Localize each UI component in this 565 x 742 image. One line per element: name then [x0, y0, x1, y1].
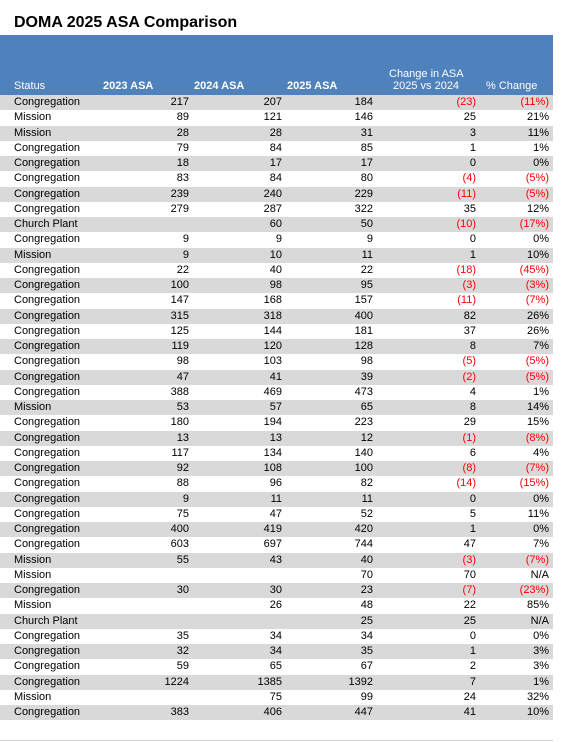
asa-2025-cell: 39	[360, 370, 373, 383]
change-cell: 7	[469, 675, 476, 688]
pct-change-cell: (15%)	[519, 477, 549, 490]
table-row	[0, 507, 553, 522]
change-cell: 3	[469, 126, 476, 139]
asa-2025-cell: 34	[360, 629, 373, 642]
status-cell: Church Plant	[14, 218, 78, 230]
change-cell: 2	[469, 660, 476, 673]
change-cell: 1	[469, 645, 476, 657]
status-cell: Congregation	[14, 141, 81, 154]
change-cell: 0	[469, 157, 476, 169]
status-cell: Congregation	[14, 187, 81, 200]
asa-2025-cell: 9	[366, 233, 373, 246]
pct-change-cell: 3%	[533, 660, 549, 673]
status-cell: Congregation	[14, 523, 81, 535]
pct-change-cell: 32%	[526, 690, 549, 703]
asa-2023-cell: 217	[170, 96, 189, 108]
asa-2023-cell: 92	[176, 462, 189, 474]
asa-2024-cell: 108	[263, 462, 282, 474]
asa-2024-cell: 96	[269, 477, 282, 490]
status-cell: Congregation	[14, 157, 81, 169]
change-cell: (5)	[462, 355, 476, 368]
asa-2023-cell: 400	[170, 523, 189, 535]
pct-change-cell: (7%)	[525, 553, 549, 566]
asa-2025-cell: 184	[354, 96, 373, 108]
change-cell: (14)	[456, 477, 476, 490]
change-cell: 35	[463, 202, 476, 215]
pct-change-cell: (11%)	[520, 96, 549, 108]
asa-2025-cell: 95	[360, 279, 373, 291]
status-cell: Congregation	[14, 263, 81, 276]
asa-2024-cell: 1385	[257, 675, 282, 688]
status-cell: Congregation	[14, 355, 81, 368]
table-row	[0, 598, 553, 613]
table-row	[0, 690, 553, 705]
asa-2023-cell: 35	[176, 629, 189, 642]
table-row	[0, 263, 553, 278]
change-cell: 41	[463, 706, 476, 718]
asa-2025-cell: 35	[360, 645, 373, 657]
table-row	[0, 629, 553, 644]
asa-2023-cell: 18	[176, 157, 189, 169]
asa-2025-cell: 65	[360, 401, 373, 413]
asa-2023-cell: 315	[170, 309, 189, 322]
asa-2024-cell: 75	[269, 690, 282, 703]
table-row	[0, 370, 553, 385]
status-cell: Mission	[14, 126, 52, 139]
pct-change-cell: (5%)	[525, 370, 549, 383]
pct-change-cell: 7%	[533, 538, 549, 551]
page-title: DOMA 2025 ASA Comparison	[14, 14, 238, 31]
status-cell: Congregation	[14, 340, 81, 352]
asa-2025-cell: 70	[360, 568, 373, 581]
table-row	[0, 248, 553, 263]
asa-2024-cell: 57	[269, 401, 282, 413]
asa-2024-cell: 144	[263, 324, 282, 337]
change-cell: 37	[463, 324, 476, 337]
status-cell: Congregation	[14, 172, 81, 185]
asa-2025-cell: 146	[354, 111, 373, 124]
table-row	[0, 385, 553, 400]
change-cell: (11)	[457, 294, 476, 307]
table-row	[0, 476, 553, 491]
asa-2025-cell: 31	[360, 126, 373, 139]
asa-2025-cell: 181	[354, 324, 373, 337]
table-row	[0, 400, 553, 415]
asa-2023-cell: 88	[176, 477, 189, 490]
table-row	[0, 461, 553, 476]
pct-change-cell: (45%)	[519, 263, 549, 276]
asa-2023-cell: 89	[176, 111, 189, 124]
asa-2024-cell: 28	[269, 126, 282, 139]
asa-2025-cell: 223	[354, 416, 373, 429]
table-row	[0, 309, 553, 324]
asa-2025-cell: 82	[360, 477, 373, 490]
asa-2023-cell: 98	[176, 355, 189, 368]
asa-2023-cell: 279	[170, 202, 189, 215]
table-header	[0, 35, 553, 95]
asa-2025-cell: 23	[360, 584, 373, 596]
asa-2024-cell: 240	[263, 187, 282, 200]
pct-change-cell: (17%)	[519, 218, 549, 230]
asa-2023-cell: 100	[170, 279, 189, 291]
asa-2024-cell: 47	[269, 507, 282, 520]
pct-change-cell: 85%	[526, 599, 549, 612]
change-cell: 0	[469, 492, 476, 505]
pct-change-cell: (8%)	[525, 431, 549, 444]
change-cell: 82	[463, 309, 476, 322]
asa-2023-cell: 28	[176, 126, 189, 139]
change-cell: (18)	[456, 263, 476, 276]
asa-2024-cell: 419	[263, 523, 282, 535]
status-cell: Congregation	[14, 629, 81, 642]
pct-change-cell: 10%	[526, 248, 549, 261]
asa-2025-cell: 48	[360, 599, 373, 612]
asa-2024-cell: 134	[263, 446, 282, 459]
status-cell: Mission	[14, 248, 52, 261]
asa-2024-cell: 9	[275, 233, 282, 246]
asa-2025-cell: 447	[354, 706, 373, 718]
header-pct-change: % Change	[486, 80, 538, 92]
table-row	[0, 202, 553, 217]
change-cell: 29	[463, 416, 476, 429]
pct-change-cell: 0%	[533, 157, 549, 169]
asa-2024-cell: 84	[269, 141, 282, 154]
asa-2023-cell: 1224	[164, 675, 189, 688]
status-cell: Congregation	[14, 324, 81, 337]
table-row	[0, 324, 553, 339]
table-row	[0, 354, 553, 369]
table-row	[0, 141, 553, 156]
status-cell: Congregation	[14, 584, 81, 596]
pct-change-cell: N/A	[530, 614, 549, 627]
table-row	[0, 339, 553, 354]
status-cell: Congregation	[14, 706, 81, 718]
asa-2023-cell: 9	[182, 248, 189, 261]
table-row	[0, 415, 553, 430]
table-row	[0, 126, 553, 141]
asa-2024-cell: 194	[263, 416, 282, 429]
asa-2023-cell: 239	[170, 187, 189, 200]
pct-change-cell: (7%)	[525, 294, 549, 307]
asa-2023-cell: 388	[170, 385, 189, 398]
asa-2025-cell: 400	[354, 309, 373, 322]
asa-2023-cell: 30	[176, 584, 189, 596]
pct-change-cell: 0%	[533, 492, 549, 505]
asa-2023-cell: 119	[171, 340, 189, 352]
asa-2023-cell: 59	[176, 660, 189, 673]
asa-2024-cell: 30	[269, 584, 282, 596]
table-body	[0, 95, 553, 720]
header-2024-asa: 2024 ASA	[194, 80, 245, 92]
table-row	[0, 232, 553, 247]
asa-2025-cell: 473	[354, 385, 373, 398]
status-cell: Congregation	[14, 446, 81, 459]
table-row	[0, 614, 553, 629]
asa-2024-cell: 406	[263, 706, 282, 718]
asa-2024-cell: 34	[269, 629, 282, 642]
table-row	[0, 583, 553, 598]
asa-2024-cell: 103	[263, 355, 282, 368]
change-cell: 5	[469, 507, 476, 520]
change-cell: 6	[469, 446, 476, 459]
asa-2024-cell: 287	[263, 202, 282, 215]
asa-2025-cell: 420	[354, 523, 373, 535]
asa-2025-cell: 85	[360, 141, 373, 154]
change-cell: 0	[469, 629, 476, 642]
pct-change-cell: 0%	[533, 233, 549, 246]
pct-change-cell: 14%	[526, 401, 549, 413]
asa-2024-cell: 469	[263, 385, 282, 398]
asa-2025-cell: 52	[360, 507, 373, 520]
pct-change-cell: (7%)	[525, 462, 549, 474]
asa-2025-cell: 1392	[348, 675, 373, 688]
asa-2025-cell: 67	[360, 660, 373, 673]
change-cell: 0	[469, 233, 476, 246]
asa-2023-cell: 32	[176, 645, 189, 657]
pct-change-cell: 26%	[526, 324, 549, 337]
asa-2024-cell: 40	[269, 263, 282, 276]
asa-2025-cell: 98	[360, 355, 373, 368]
asa-2023-cell: 180	[170, 416, 189, 429]
status-cell: Congregation	[14, 492, 81, 505]
pct-change-cell: 21%	[526, 111, 549, 124]
change-cell: 70	[463, 568, 476, 581]
status-cell: Mission	[14, 568, 52, 581]
pct-change-cell: 0%	[533, 629, 549, 642]
pct-change-cell: 12%	[526, 202, 549, 215]
asa-2025-cell: 80	[360, 172, 373, 185]
pct-change-cell: 11%	[527, 507, 549, 520]
asa-2023-cell: 55	[176, 553, 189, 566]
header-change-line1: Change in ASA	[389, 68, 464, 80]
status-cell: Congregation	[14, 507, 81, 520]
asa-2023-cell: 117	[171, 446, 189, 459]
change-cell: (4)	[462, 172, 476, 185]
pct-change-cell: 4%	[533, 446, 549, 459]
table-row	[0, 553, 553, 568]
asa-2025-cell: 12	[360, 431, 373, 444]
asa-2023-cell: 75	[176, 507, 189, 520]
change-cell: 24	[463, 690, 476, 703]
status-cell: Congregation	[14, 385, 81, 398]
table-row	[0, 293, 553, 308]
pct-change-cell: (5%)	[525, 187, 549, 200]
asa-2024-cell: 207	[263, 96, 282, 108]
asa-2025-cell: 11	[361, 248, 373, 261]
change-cell: 1	[469, 523, 476, 535]
pct-change-cell: (3%)	[525, 279, 549, 291]
asa-2024-cell: 34	[269, 645, 282, 657]
pct-change-cell: N/A	[530, 568, 549, 581]
asa-2025-cell: 128	[354, 340, 373, 352]
asa-2025-cell: 229	[354, 187, 373, 200]
asa-2025-cell: 11	[361, 492, 373, 505]
table-row	[0, 171, 553, 186]
change-cell: (23)	[456, 96, 476, 108]
status-cell: Congregation	[14, 233, 81, 246]
status-cell: Congregation	[14, 477, 81, 490]
asa-2025-cell: 322	[354, 202, 373, 215]
asa-2024-cell: 168	[263, 294, 282, 307]
header-change-line2: 2025 vs 2024	[393, 80, 460, 92]
status-cell: Mission	[14, 690, 52, 703]
table-row	[0, 705, 553, 720]
status-cell: Congregation	[14, 294, 81, 307]
asa-2023-cell: 147	[170, 294, 189, 307]
change-cell: 1	[469, 248, 476, 261]
table-row	[0, 522, 553, 537]
change-cell: 22	[463, 599, 476, 612]
asa-2025-cell: 25	[360, 614, 373, 627]
asa-2024-cell: 65	[269, 660, 282, 673]
change-cell: 47	[463, 538, 476, 551]
asa-2023-cell: 9	[182, 233, 189, 246]
status-cell: Congregation	[14, 279, 81, 291]
change-cell: (1)	[462, 431, 476, 444]
change-cell: (10)	[456, 218, 476, 230]
status-cell: Congregation	[14, 645, 81, 657]
asa-2024-cell: 98	[269, 279, 282, 291]
change-cell: 8	[469, 340, 476, 352]
asa-2025-cell: 22	[360, 263, 373, 276]
table-row	[0, 446, 553, 461]
pct-change-cell: 10%	[526, 706, 549, 718]
asa-2024-cell: 43	[269, 553, 282, 566]
pct-change-cell: 3%	[533, 645, 549, 657]
table-row	[0, 659, 553, 674]
asa-2023-cell: 83	[176, 172, 189, 185]
asa-2023-cell: 22	[176, 263, 189, 276]
table-row	[0, 187, 553, 202]
pct-change-cell: 1%	[533, 141, 549, 154]
asa-2024-cell: 60	[269, 218, 282, 230]
header-status: Status	[14, 80, 46, 92]
status-cell: Congregation	[14, 538, 81, 551]
status-cell: Congregation	[14, 309, 81, 322]
asa-2024-cell: 697	[263, 538, 282, 551]
change-cell: 8	[469, 401, 476, 413]
status-cell: Congregation	[14, 660, 81, 673]
table-row	[0, 110, 553, 125]
asa-2023-cell: 603	[170, 538, 189, 551]
asa-2024-cell: 17	[269, 157, 282, 169]
asa-2025-cell: 157	[354, 294, 373, 307]
pct-change-cell: 1%	[533, 385, 549, 398]
asa-2024-cell: 121	[263, 111, 282, 124]
table-row	[0, 95, 553, 110]
change-cell: 25	[463, 111, 476, 124]
pct-change-cell: (5%)	[525, 355, 549, 368]
change-cell: (8)	[462, 462, 476, 474]
asa-2024-cell: 13	[269, 431, 282, 444]
pct-change-cell: 7%	[533, 340, 549, 352]
change-cell: 4	[469, 385, 476, 398]
table-row	[0, 537, 553, 552]
table-row	[0, 217, 553, 232]
status-cell: Mission	[14, 553, 52, 566]
bottom-divider	[0, 740, 553, 741]
asa-2025-cell: 40	[360, 553, 373, 566]
asa-2023-cell: 53	[176, 401, 189, 413]
status-cell: Church Plant	[14, 614, 78, 627]
asa-2024-cell: 318	[263, 309, 282, 322]
asa-2025-cell: 17	[360, 157, 373, 169]
asa-2025-cell: 140	[354, 446, 373, 459]
asa-2024-cell: 26	[269, 599, 282, 612]
pct-change-cell: 11%	[527, 126, 549, 139]
asa-2024-cell: 120	[263, 340, 282, 352]
pct-change-cell: 0%	[533, 523, 549, 535]
table-row	[0, 568, 553, 583]
asa-2023-cell: 47	[176, 370, 189, 383]
table-row	[0, 492, 553, 507]
change-cell: (7)	[462, 584, 476, 596]
change-cell: 1	[469, 141, 476, 154]
table-row	[0, 675, 553, 690]
status-cell: Congregation	[14, 431, 81, 444]
asa-2023-cell: 383	[170, 706, 189, 718]
status-cell: Mission	[14, 599, 52, 612]
asa-2023-cell: 13	[176, 431, 189, 444]
asa-2023-cell: 79	[176, 141, 189, 154]
pct-change-cell: (5%)	[525, 172, 549, 185]
asa-2023-cell: 9	[182, 492, 189, 505]
table-row	[0, 278, 553, 293]
status-cell: Congregation	[14, 675, 81, 688]
change-cell: (11)	[457, 187, 476, 200]
asa-2025-cell: 100	[354, 462, 373, 474]
asa-2025-cell: 50	[360, 218, 373, 230]
table-row	[0, 644, 553, 659]
asa-2024-cell: 41	[269, 370, 282, 383]
asa-2025-cell: 744	[354, 538, 373, 551]
asa-2024-cell: 10	[269, 248, 282, 261]
pct-change-cell: 15%	[526, 416, 549, 429]
status-cell: Mission	[14, 401, 52, 413]
status-cell: Congregation	[14, 96, 81, 108]
table-row	[0, 156, 553, 171]
header-2025-asa: 2025 ASA	[287, 80, 338, 92]
status-cell: Mission	[14, 111, 52, 124]
status-cell: Congregation	[14, 416, 81, 429]
change-cell: 25	[463, 614, 476, 627]
change-cell: (2)	[462, 370, 476, 383]
asa-2023-cell: 125	[170, 324, 189, 337]
pct-change-cell: (23%)	[519, 584, 549, 596]
asa-2024-cell: 84	[269, 172, 282, 185]
pct-change-cell: 26%	[526, 309, 549, 322]
asa-2025-cell: 99	[360, 690, 373, 703]
asa-2024-cell: 11	[270, 492, 282, 505]
header-2023-asa: 2023 ASA	[103, 80, 154, 92]
status-cell: Congregation	[14, 202, 81, 215]
pct-change-cell: 1%	[533, 675, 549, 688]
change-cell: (3)	[462, 279, 476, 291]
status-cell: Congregation	[14, 370, 81, 383]
status-cell: Congregation	[14, 462, 81, 474]
table-row	[0, 431, 553, 446]
change-cell: (3)	[462, 553, 476, 566]
